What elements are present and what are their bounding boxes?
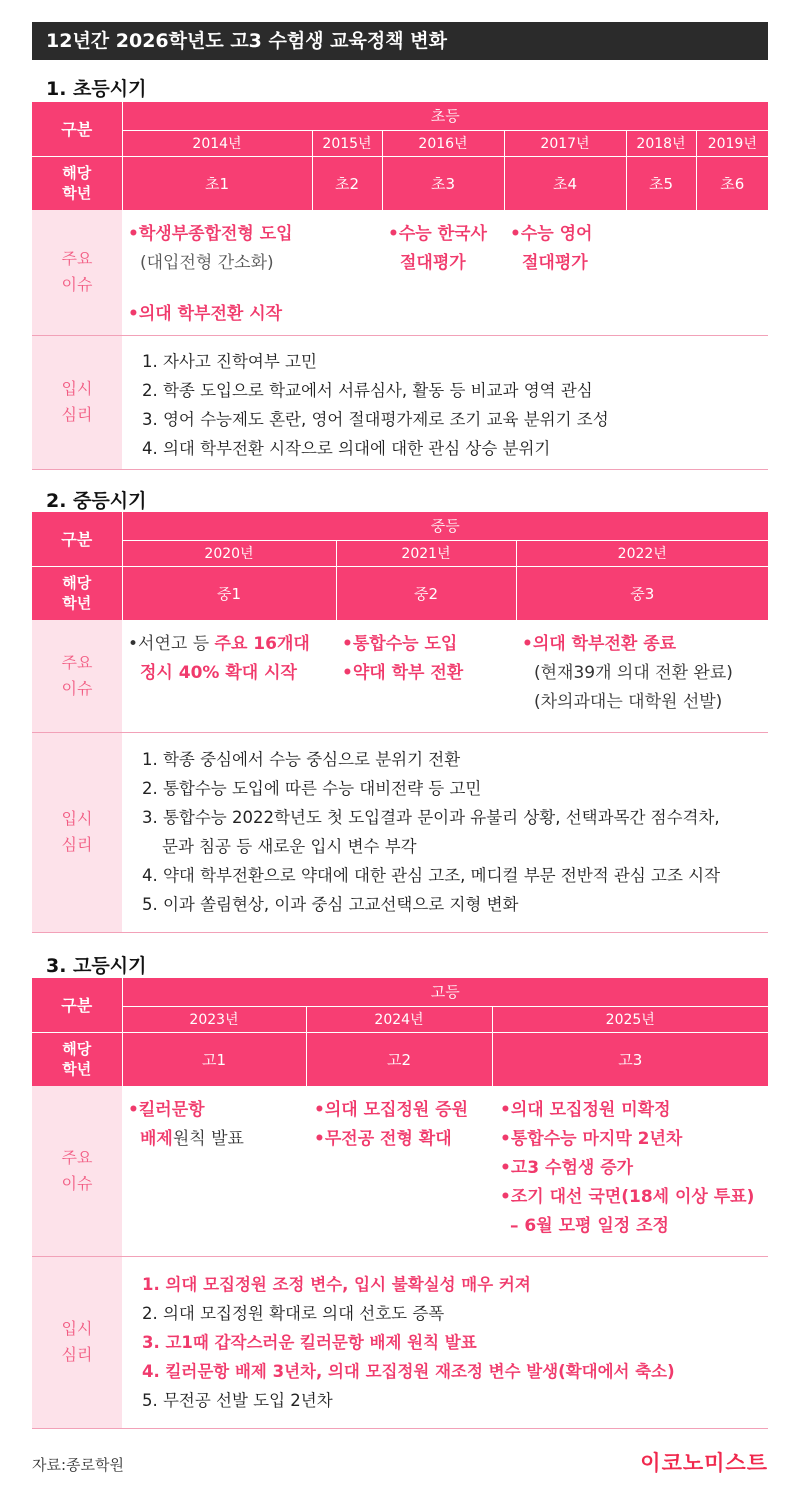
- mind-item: 5. 이과 쏠림현상, 이과 중심 고교선택으로 지형 변화: [142, 895, 519, 914]
- grade-label: 해당 학년: [32, 1032, 122, 1086]
- mind-cell: [122, 335, 768, 469]
- year-cell: 2019년: [696, 130, 768, 156]
- year-cell: 2022년: [516, 540, 768, 566]
- elementary-table: [32, 102, 768, 470]
- mind-label: 입시 심리: [32, 1256, 122, 1428]
- issue-label: 주요 이슈: [32, 210, 122, 335]
- issue-cell: [122, 210, 768, 335]
- grade-label: 해당 학년: [32, 566, 122, 620]
- grade-cell: 고1: [122, 1032, 306, 1086]
- issue-item: •고3 수험생 증가: [500, 1158, 634, 1178]
- issue-item: •통합수능 마지막 2년차: [500, 1129, 683, 1149]
- issue-item: •서연고 등 주요 16개대: [128, 634, 310, 654]
- mind-item: 3. 통합수능 2022학년도 첫 도입결과 문이과 유불리 상황, 선택과목간 점수격차,: [142, 808, 720, 827]
- issue-item: •통합수능 도입: [342, 634, 458, 654]
- year-cell: 2023년: [122, 1006, 306, 1032]
- source-note: 자료:종로학원: [32, 1456, 124, 1474]
- year-cell: 2018년: [626, 130, 696, 156]
- mind-item: 1. 자사고 진학여부 고민: [142, 352, 317, 371]
- mind-item: 2. 통합수능 도입에 따른 수능 대비전략 등 고민: [142, 779, 482, 798]
- mind-label: 입시 심리: [32, 335, 122, 469]
- mind-item: 1. 의대 모집정원 조정 변수, 입시 불확실성 매우 커져: [142, 1274, 531, 1294]
- mind-item: 2. 의대 모집정원 확대로 의대 선호도 증폭: [142, 1303, 445, 1323]
- issue-item: 절대평가: [400, 253, 466, 273]
- gubun-label: 구분: [32, 102, 122, 156]
- mind-item: 5. 무전공 선발 도입 2년차: [142, 1390, 333, 1410]
- year-cell: 2021년: [336, 540, 516, 566]
- section-heading-elementary: 1. 초등시기: [46, 78, 147, 100]
- level-label: 중등: [122, 512, 768, 540]
- year-cell: 2017년: [504, 130, 626, 156]
- high-table: [32, 978, 768, 1429]
- grade-cell: 중2: [336, 566, 516, 620]
- mind-item: 1. 학종 중심에서 수능 중심으로 분위기 전환: [142, 750, 461, 769]
- issue-item: •학생부종합전형 도입: [128, 224, 293, 244]
- issue-item: •수능 영어: [510, 224, 593, 244]
- mind-item: 4. 약대 학부전환으로 약대에 대한 관심 고조, 메디컬 부문 전반적 관심 고조 시작: [142, 866, 721, 885]
- issue-item: 정시 40% 확대 시작: [140, 663, 297, 683]
- grade-cell: 초4: [504, 156, 626, 210]
- year-cell: 2025년: [492, 1006, 768, 1032]
- level-label: 고등: [122, 978, 768, 1006]
- middle-table: [32, 512, 768, 933]
- year-cell: 2020년: [122, 540, 336, 566]
- grade-label: 해당 학년: [32, 156, 122, 210]
- gubun-label: 구분: [32, 978, 122, 1032]
- mind-cell: [122, 1256, 768, 1428]
- grade-cell: 초6: [696, 156, 768, 210]
- mind-item: 문과 침공 등 새로운 입시 변수 부각: [162, 837, 417, 856]
- grade-cell: 고3: [492, 1032, 768, 1086]
- page-title: 12년간 2026학년도 고3 수험생 교육정책 변화: [32, 22, 768, 60]
- issue-item: •약대 학부 전환: [342, 663, 464, 683]
- year-cell: 2014년: [122, 130, 312, 156]
- grade-cell: 중3: [516, 566, 768, 620]
- grade-cell: 초1: [122, 156, 312, 210]
- mind-item: 4. 킬러문항 배제 3년차, 의대 모집정원 재조정 변수 발생(확대에서 축소): [142, 1361, 675, 1381]
- section-heading-high: 3. 고등시기: [46, 955, 147, 977]
- issue-cell: [122, 620, 768, 732]
- publisher-logo: 이코노미스트: [640, 1451, 768, 1475]
- issue-item: (차의과대는 대학원 선발): [534, 692, 723, 712]
- year-cell: 2016년: [382, 130, 504, 156]
- level-label: 초등: [122, 102, 768, 130]
- issue-cell: [122, 1086, 768, 1256]
- issue-item: •의대 모집정원 미확정: [500, 1100, 671, 1120]
- mind-item: 2. 학종 도입으로 학교에서 서류심사, 활동 등 비교과 영역 관심: [142, 381, 593, 400]
- issue-item: 절대평가: [522, 253, 588, 273]
- mind-item: 4. 의대 학부전환 시작으로 의대에 대한 관심 상승 분위기: [142, 439, 551, 458]
- grade-cell: 고2: [306, 1032, 492, 1086]
- mind-cell: [122, 732, 768, 932]
- issue-item: (대입전형 간소화): [140, 253, 274, 273]
- mind-item: 3. 영어 수능제도 혼란, 영어 절대평가제로 조기 교육 분위기 조성: [142, 410, 609, 429]
- issue-item: 배제원칙 발표: [140, 1129, 244, 1149]
- gubun-label: 구분: [32, 512, 122, 566]
- grade-cell: 초5: [626, 156, 696, 210]
- year-cell: 2024년: [306, 1006, 492, 1032]
- issue-label: 주요 이슈: [32, 1086, 122, 1256]
- mind-label: 입시 심리: [32, 732, 122, 932]
- grade-cell: 중1: [122, 566, 336, 620]
- issue-item: •무전공 전형 확대: [314, 1129, 452, 1149]
- issue-item: •킬러문항: [128, 1100, 205, 1120]
- grade-cell: 초3: [382, 156, 504, 210]
- section-heading-middle: 2. 중등시기: [46, 490, 147, 512]
- issue-item: •조기 대선 국면(18세 이상 투표): [500, 1187, 755, 1207]
- issue-label: 주요 이슈: [32, 620, 122, 732]
- issue-item: •의대 모집정원 증원: [314, 1100, 469, 1120]
- issue-item: •수능 한국사: [388, 224, 487, 244]
- issue-item: – 6월 모평 일정 조정: [510, 1216, 669, 1236]
- grade-cell: 초2: [312, 156, 382, 210]
- issue-item: (현재39개 의대 전환 완료): [534, 663, 733, 683]
- mind-item: 3. 고1때 갑작스러운 킬러문항 배제 원칙 발표: [142, 1332, 477, 1352]
- year-cell: 2015년: [312, 130, 382, 156]
- issue-item: •의대 학부전환 시작: [128, 304, 283, 324]
- issue-item: •의대 학부전환 종료: [522, 634, 677, 654]
